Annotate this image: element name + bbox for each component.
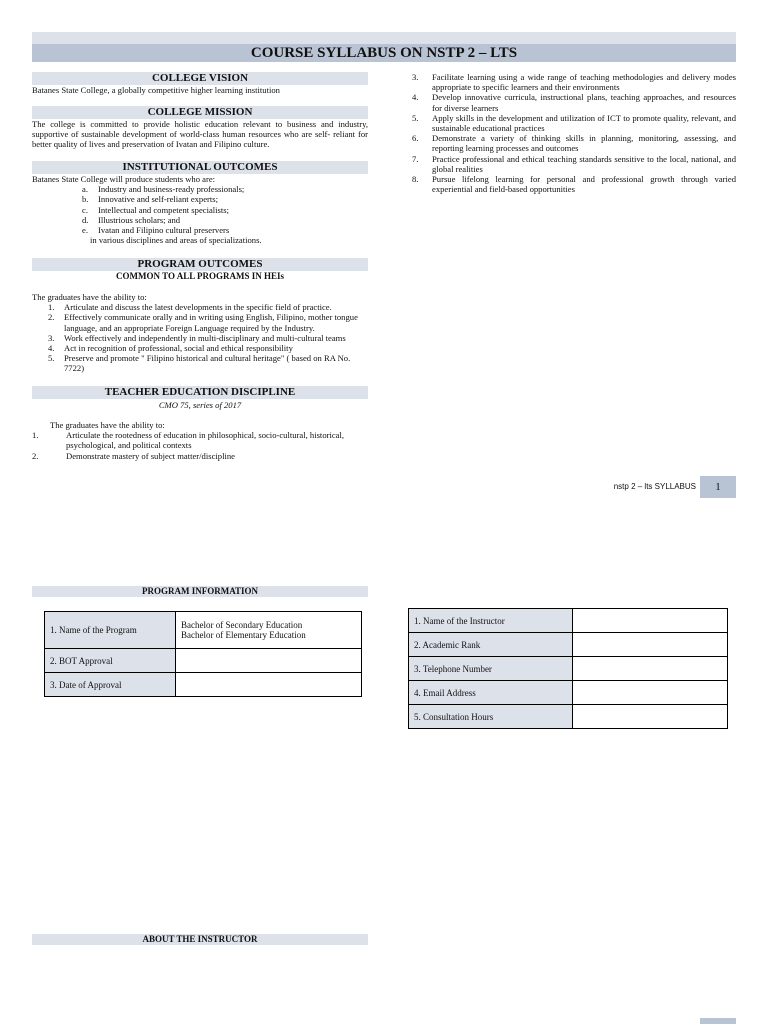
- program-outcome-item-text: Effectively communicate orally and in writing using English, Filipino, mother tongue language, and an appropriate Foreign Language required by the Industry.: [64, 312, 358, 333]
- footer-label: nstp 2 – lts SYLLABUS: [613, 482, 696, 491]
- teacher-ed-block: [32, 420, 368, 461]
- instructor-row: [409, 633, 728, 657]
- institutional-item-marker: d.: [82, 214, 89, 225]
- institutional-item: [82, 225, 368, 235]
- vision-heading: COLLEGE VISION: [32, 72, 368, 85]
- institutional-item: [82, 205, 368, 215]
- instructor-value: [573, 705, 728, 729]
- right-outcome-item-text: Apply skills in the development and utilization of ICT to promote quality, relevant, and sustainable educational practices: [432, 112, 736, 134]
- right-outcomes-list: [412, 72, 736, 194]
- mission-heading: COLLEGE MISSION: [32, 106, 368, 119]
- instructor-row: [409, 609, 728, 633]
- right-outcome-item-text: Demonstrate a variety of thinking skills in planning, monitoring, assessing, and reporting learning processes and outcomes: [432, 133, 736, 154]
- program-outcome-item-marker: 4.: [48, 343, 55, 354]
- right-outcome-item-marker: 3.: [412, 72, 419, 82]
- institutional-item: [82, 215, 368, 225]
- institutional-item: [82, 184, 368, 194]
- right-outcome-item-marker: 7.: [412, 153, 419, 164]
- institutional-tail: in various disciplines and areas of specializations.: [90, 235, 262, 246]
- title-band-top: [32, 32, 736, 44]
- program-info-label: 1. Name of the Program: [45, 612, 176, 649]
- program-info-label: 3. Date of Approval: [45, 673, 176, 697]
- program-info-value: [176, 612, 362, 649]
- instructor-table: [408, 608, 728, 729]
- program-outcome-item: [48, 333, 368, 343]
- right-outcome-item-marker: 5.: [412, 112, 419, 123]
- instructor-row: [409, 657, 728, 681]
- program-info-label: 2. BOT Approval: [45, 649, 176, 673]
- program-info-value-line: Bachelor of Secondary Education: [181, 620, 303, 630]
- program-outcome-item-marker: 1.: [48, 302, 55, 313]
- institutional-item-text: Intellectual and competent specialists;: [98, 204, 230, 215]
- right-outcome-item-text: Pursue lifelong learning for personal and professional growth through varied experiential and field-based opportunities: [432, 174, 736, 195]
- instructor-value: [573, 609, 728, 633]
- institutional-item-text: Industry and business-ready professionals;: [98, 184, 245, 195]
- instructor-label: 2. Academic Rank: [409, 633, 573, 657]
- program-info-row: [45, 649, 362, 673]
- teacher-ed-item-marker: 2.: [32, 450, 39, 461]
- program-outcome-item: [48, 302, 368, 312]
- instructor-row: [409, 705, 728, 729]
- instructor-row: [409, 681, 728, 705]
- mission-text: The college is committed to provide holistic education relevant to business and industry, supportive of sustainable development of world-class human resources who are self- reliant for better quality of lives and preservation of Ivatan and Filipino culture.: [32, 119, 368, 150]
- program-outcome-item-text: Preserve and promote " Filipino historical and cultural heritage" ( based on RA No. 7722): [64, 353, 351, 374]
- program-outcome-item: [48, 353, 368, 373]
- program-outcomes-block: [32, 292, 368, 374]
- teacher-ed-item-text: Demonstrate mastery of subject matter/discipline: [66, 450, 235, 461]
- program-outcome-item: [48, 312, 368, 332]
- program-info-value: [176, 673, 362, 697]
- teacher-ed-subheading: CMO 75, series of 2017: [158, 400, 242, 410]
- program-info-row: [45, 612, 362, 649]
- vision-text: Batanes State College, a globally competitive higher learning institution: [32, 85, 280, 95]
- program-outcomes-subheading: COMMON TO ALL PROGRAMS IN HEIs: [116, 271, 284, 281]
- instructor-value: [573, 681, 728, 705]
- program-outcome-item-marker: 5.: [48, 353, 55, 364]
- instructor-label: 5. Consultation Hours: [409, 705, 573, 729]
- institutional-intro: Batanes State College will produce students who are:: [32, 174, 216, 184]
- teacher-ed-item: [32, 430, 368, 450]
- right-outcome-item: [412, 92, 736, 112]
- right-outcome-item-text: Develop innovative curricula, instructional plans, teaching approaches, and resources for diverse learners: [432, 92, 736, 113]
- teacher-ed-heading: TEACHER EDUCATION DISCIPLINE: [32, 386, 368, 399]
- institutional-item-marker: e.: [82, 225, 88, 236]
- program-outcomes-intro: The graduates have the ability to:: [32, 292, 147, 302]
- institutional-item-marker: a.: [82, 184, 88, 195]
- teacher-ed-list: [32, 430, 368, 461]
- institutional-list: [32, 184, 368, 235]
- program-outcome-item-text: Act in recognition of professional, social and ethical responsibility: [64, 343, 293, 354]
- program-outcome-item-marker: 2.: [48, 312, 55, 323]
- institutional-item-text: Innovative and self-reliant experts;: [98, 194, 219, 205]
- program-info-value-line: Bachelor of Elementary Education: [181, 630, 306, 640]
- instructor-label: 3. Telephone Number: [409, 657, 573, 681]
- page-title: COURSE SYLLABUS ON NSTP 2 – LTS: [32, 44, 736, 62]
- program-outcome-item-text: Work effectively and independently in multi-disciplinary and multi-cultural teams: [64, 332, 346, 343]
- right-outcome-item-marker: 4.: [412, 92, 419, 103]
- right-outcome-item: [412, 154, 736, 174]
- instructor-label: 4. Email Address: [409, 681, 573, 705]
- program-info-row: [45, 673, 362, 697]
- institutional-heading: INSTITUTIONAL OUTCOMES: [32, 161, 368, 174]
- right-outcome-item-marker: 6.: [412, 133, 419, 144]
- institutional-item-marker: b.: [82, 194, 89, 205]
- teacher-ed-item: [32, 451, 368, 461]
- teacher-ed-item-text: Articulate the rootedness of education in philosophical, socio-cultural, historical, psychological, and political contexts: [66, 430, 345, 451]
- right-outcome-item: [412, 113, 736, 133]
- program-outcomes-list: [32, 302, 368, 373]
- right-outcome-item-text: Facilitate learning using a wide range of teaching methodologies and delivery modes appropriate to specific learners and their environments: [432, 72, 736, 93]
- instructor-label: 1. Name of the Instructor: [409, 609, 573, 633]
- institutional-item-marker: c.: [82, 204, 88, 215]
- instructor-value: [573, 633, 728, 657]
- program-outcome-item: [48, 343, 368, 353]
- institutional-item-text: Ivatan and Filipino cultural preservers: [98, 225, 230, 236]
- program-info-heading: PROGRAM INFORMATION: [32, 586, 368, 597]
- next-page-marker: [700, 1018, 736, 1024]
- instructor-value: [573, 657, 728, 681]
- teacher-ed-intro: The graduates have the ability to:: [50, 420, 165, 430]
- right-outcome-item: [412, 174, 736, 194]
- teacher-ed-item-marker: 1.: [32, 430, 39, 441]
- right-outcome-item-marker: 8.: [412, 174, 419, 185]
- institutional-item: [82, 194, 368, 204]
- institutional-block: [32, 174, 368, 245]
- program-outcome-item-text: Articulate and discuss the latest developments in the specific field of practice.: [64, 302, 332, 313]
- right-outcome-item: [412, 72, 736, 92]
- program-info-table: [44, 611, 362, 697]
- program-outcome-item-marker: 3.: [48, 332, 55, 343]
- about-instructor-heading: ABOUT THE INSTRUCTOR: [32, 934, 368, 945]
- right-outcome-item: [412, 133, 736, 153]
- program-outcomes-heading: PROGRAM OUTCOMES: [32, 258, 368, 271]
- program-info-value: [176, 649, 362, 673]
- right-outcome-item-text: Practice professional and ethical teaching standards sensitive to the local, national, and global realities: [432, 153, 736, 174]
- page-number: 1: [700, 476, 736, 498]
- institutional-item-text: Illustrious scholars; and: [98, 214, 181, 225]
